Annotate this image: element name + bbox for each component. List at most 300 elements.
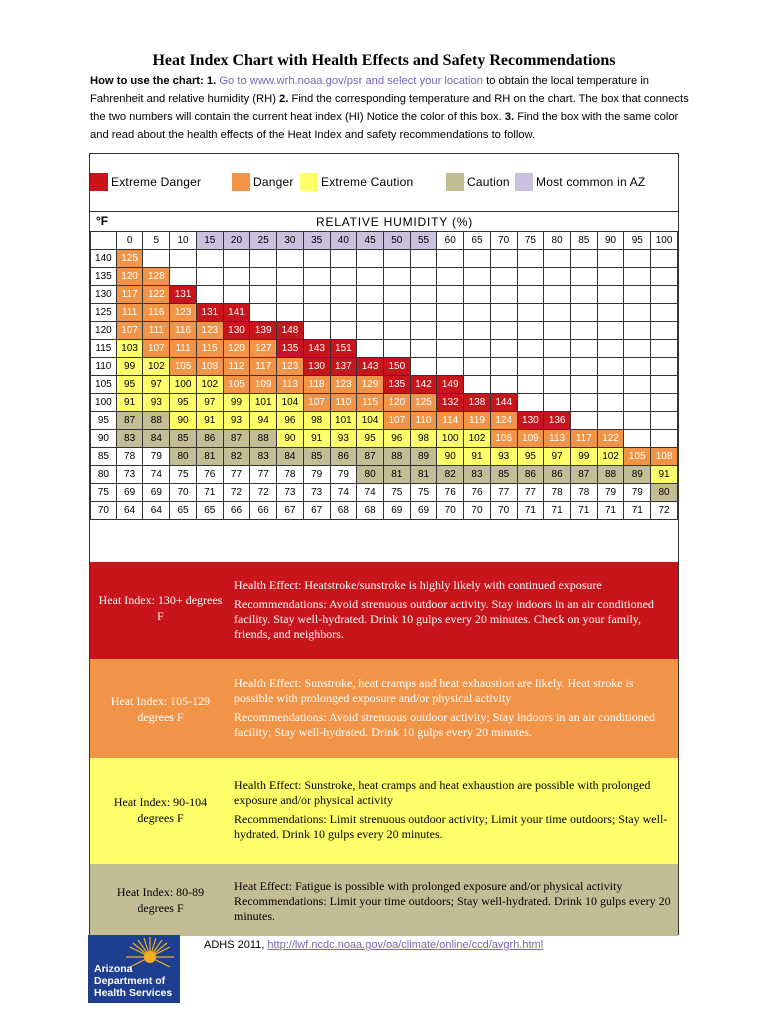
heat-index-cell: 105 — [624, 448, 651, 466]
humidity-header: 85 — [570, 232, 597, 250]
heat-index-cell — [223, 286, 250, 304]
heat-index-cell — [357, 322, 384, 340]
noaa-location-link[interactable]: Go to www.wrh.noaa.gov/psr and select your location — [219, 75, 483, 87]
heat-index-cell — [464, 286, 491, 304]
heat-index-cell — [544, 340, 571, 358]
how-to-lead: How to use the chart: — [90, 75, 204, 87]
heat-index-cell — [383, 286, 410, 304]
heat-index-table — [90, 231, 678, 520]
heat-index-cell — [544, 250, 571, 268]
heat-index-cell — [437, 268, 464, 286]
heat-index-cell: 95 — [517, 448, 544, 466]
heat-index-cell: 102 — [196, 376, 223, 394]
legend-label: Extreme Caution — [321, 175, 414, 189]
heat-index-cell — [196, 268, 223, 286]
heat-index-cell: 81 — [383, 466, 410, 484]
heat-index-cell: 122 — [597, 430, 624, 448]
heat-index-cell: 102 — [143, 358, 170, 376]
heat-index-cell: 76 — [196, 466, 223, 484]
heat-index-cell: 87 — [223, 430, 250, 448]
heat-index-cell — [357, 268, 384, 286]
heat-index-cell: 116 — [170, 322, 197, 340]
heat-index-cell: 120 — [383, 394, 410, 412]
page-title: Heat Index Chart with Health Effects and Safety Recommendations — [152, 52, 616, 69]
heat-index-cell: 111 — [116, 304, 143, 322]
table-row — [91, 466, 678, 484]
heat-index-cell: 77 — [517, 484, 544, 502]
humidity-header: 55 — [410, 232, 437, 250]
heat-index-cell — [517, 358, 544, 376]
heat-index-cell: 136 — [544, 412, 571, 430]
heat-index-cell: 87 — [570, 466, 597, 484]
table-row — [91, 286, 678, 304]
heat-index-cell: 129 — [357, 376, 384, 394]
heat-index-cell: 100 — [437, 430, 464, 448]
heat-index-cell — [624, 358, 651, 376]
heat-index-cell — [517, 394, 544, 412]
heat-index-cell: 90 — [437, 448, 464, 466]
heat-index-cell: 113 — [277, 376, 304, 394]
band-label: Heat Index: 80-89 degrees F — [116, 885, 205, 915]
heat-index-cell — [544, 394, 571, 412]
heat-index-cell — [570, 322, 597, 340]
heat-index-cell — [624, 412, 651, 430]
heat-index-cell: 82 — [437, 466, 464, 484]
temperature-unit: °F — [96, 214, 109, 228]
heat-index-cell — [624, 268, 651, 286]
heat-index-cell — [250, 268, 277, 286]
heat-index-cell: 89 — [410, 448, 437, 466]
temperature-label: 85 — [91, 448, 117, 466]
heat-index-cell — [303, 250, 330, 268]
heat-index-cell — [570, 358, 597, 376]
heat-index-cell — [624, 322, 651, 340]
heat-index-cell: 109 — [517, 430, 544, 448]
heat-index-cell: 85 — [170, 430, 197, 448]
table-row — [91, 358, 678, 376]
step2-text: Find the corresponding temperature and RH on the chart. The box that connects the two numbers will contain the current heat index (HI) Notice the color of this box. — [90, 93, 689, 123]
temperature-label: 110 — [91, 358, 117, 376]
heat-index-cell: 117 — [116, 286, 143, 304]
heat-index-cell: 130 — [223, 322, 250, 340]
heat-index-cell: 139 — [250, 322, 277, 340]
source-link[interactable]: http://lwf.ncdc.noaa.gov/oa/climate/online/ccd/avgrh.html — [267, 939, 544, 951]
heat-index-cell — [170, 268, 197, 286]
heat-index-cell: 79 — [597, 484, 624, 502]
heat-index-cell: 76 — [464, 484, 491, 502]
heat-index-cell: 79 — [330, 466, 357, 484]
heat-index-cell — [464, 340, 491, 358]
heat-index-cell — [624, 394, 651, 412]
heat-index-cell: 71 — [570, 502, 597, 520]
heat-index-cell — [624, 304, 651, 322]
logo-text — [94, 963, 172, 999]
heat-index-cell: 85 — [303, 448, 330, 466]
heat-index-cell: 107 — [143, 340, 170, 358]
heat-index-cell — [651, 268, 678, 286]
heat-index-cell — [624, 376, 651, 394]
heat-index-cell: 72 — [250, 484, 277, 502]
heat-index-cell: 91 — [196, 412, 223, 430]
heat-index-cell — [651, 430, 678, 448]
heat-index-cell: 98 — [303, 412, 330, 430]
table-row — [91, 430, 678, 448]
step1-rest: to obtain the local temperature in Fahrenheit and relative humidity (RH) — [90, 75, 650, 105]
heat-index-cell — [357, 250, 384, 268]
legend-caution — [446, 172, 510, 192]
legend-label: Caution — [467, 175, 510, 189]
heat-index-cell: 70 — [490, 502, 517, 520]
heat-index-cell — [410, 286, 437, 304]
heat-index-cell: 141 — [223, 304, 250, 322]
heat-index-cell — [651, 304, 678, 322]
heat-index-cell: 142 — [410, 376, 437, 394]
step2-number: 2. — [279, 93, 289, 105]
heat-index-cell — [330, 268, 357, 286]
heat-index-cell: 97 — [544, 448, 571, 466]
heat-index-cell: 144 — [490, 394, 517, 412]
source-prefix: ADHS 2011, — [204, 939, 268, 951]
heat-index-cell: 108 — [651, 448, 678, 466]
source-citation — [204, 939, 543, 951]
heat-index-cell — [490, 340, 517, 358]
heat-index-cell: 91 — [303, 430, 330, 448]
humidity-header: 10 — [170, 232, 197, 250]
heat-index-cell: 71 — [544, 502, 571, 520]
heat-index-cell: 72 — [651, 502, 678, 520]
table-row — [91, 448, 678, 466]
heat-index-cell — [357, 286, 384, 304]
heat-index-cell — [597, 376, 624, 394]
heat-index-cell — [624, 286, 651, 304]
heat-index-cell: 106 — [490, 430, 517, 448]
heat-index-cell: 120 — [223, 340, 250, 358]
heat-index-cell: 78 — [277, 466, 304, 484]
heat-index-cell: 111 — [143, 322, 170, 340]
legend-swatch — [300, 173, 318, 191]
heat-index-cell: 105 — [170, 358, 197, 376]
step1-number: 1. — [206, 75, 217, 87]
heat-index-cell: 107 — [383, 412, 410, 430]
heat-index-cell — [383, 250, 410, 268]
heat-index-cell: 148 — [277, 322, 304, 340]
heat-index-cell — [357, 304, 384, 322]
chart-header-row — [90, 211, 678, 232]
heat-index-cell — [196, 286, 223, 304]
heat-index-cell: 112 — [223, 358, 250, 376]
health-effect: Health Effect: Heatstroke/sunstroke is highly likely with continued exposure — [234, 578, 602, 592]
heat-index-cell: 97 — [196, 394, 223, 412]
heat-index-cell: 130 — [303, 358, 330, 376]
heat-index-cell: 125 — [410, 394, 437, 412]
heat-index-cell: 151 — [330, 340, 357, 358]
heat-index-cell — [517, 304, 544, 322]
heat-index-cell: 75 — [410, 484, 437, 502]
heat-index-cell — [570, 340, 597, 358]
heat-index-cell: 99 — [223, 394, 250, 412]
heat-index-cell — [170, 250, 197, 268]
legend-swatch — [232, 173, 250, 191]
legend-extreme-danger — [90, 172, 201, 192]
heat-index-cell: 93 — [490, 448, 517, 466]
humidity-header: 5 — [143, 232, 170, 250]
temperature-label: 90 — [91, 430, 117, 448]
table-row — [91, 250, 678, 268]
heat-index-cell — [597, 268, 624, 286]
heat-index-cell: 80 — [357, 466, 384, 484]
humidity-header: 60 — [437, 232, 464, 250]
humidity-header: 80 — [544, 232, 571, 250]
heat-index-cell: 64 — [143, 502, 170, 520]
table-row — [91, 322, 678, 340]
heat-index-cell: 83 — [116, 430, 143, 448]
heat-index-cell: 77 — [490, 484, 517, 502]
table-row — [91, 484, 678, 502]
heat-index-cell: 91 — [651, 466, 678, 484]
heat-index-cell: 108 — [196, 358, 223, 376]
humidity-header: 70 — [490, 232, 517, 250]
legend-swatch — [515, 173, 533, 191]
band-text — [234, 578, 674, 646]
legend-label: Extreme Danger — [111, 175, 202, 189]
heat-index-cell — [597, 358, 624, 376]
heat-index-chart — [89, 153, 679, 935]
heat-index-cell: 103 — [116, 340, 143, 358]
heat-index-cell: 120 — [116, 268, 143, 286]
legend-label: Most common in AZ — [536, 175, 646, 189]
table-row — [91, 340, 678, 358]
heat-index-cell — [277, 250, 304, 268]
heat-index-cell: 77 — [250, 466, 277, 484]
heat-index-cell: 76 — [437, 484, 464, 502]
legend-extreme-caution — [300, 172, 413, 192]
heat-index-cell: 90 — [277, 430, 304, 448]
band-text — [234, 778, 674, 846]
humidity-header: 30 — [277, 232, 304, 250]
heat-index-cell: 118 — [303, 376, 330, 394]
heat-index-cell: 96 — [383, 430, 410, 448]
heat-index-cell — [490, 322, 517, 340]
heat-index-cell — [437, 304, 464, 322]
heat-index-cell: 74 — [143, 466, 170, 484]
color-legend — [90, 172, 678, 196]
heat-index-cell: 111 — [170, 340, 197, 358]
heat-index-cell: 66 — [223, 502, 250, 520]
heat-index-cell: 78 — [544, 484, 571, 502]
heat-index-cell: 101 — [250, 394, 277, 412]
heat-index-cell: 71 — [517, 502, 544, 520]
heat-index-cell — [464, 358, 491, 376]
logo-line: Department of — [94, 975, 166, 987]
table-row — [91, 502, 678, 520]
temperature-label: 100 — [91, 394, 117, 412]
heat-index-cell: 71 — [624, 502, 651, 520]
heat-index-cell: 89 — [624, 466, 651, 484]
heat-index-cell: 88 — [250, 430, 277, 448]
heat-index-cell: 68 — [357, 502, 384, 520]
heat-index-cell: 98 — [410, 430, 437, 448]
heat-index-cell — [437, 286, 464, 304]
heat-index-cell: 66 — [250, 502, 277, 520]
logo-line: Health Services — [94, 987, 173, 999]
heat-index-cell — [490, 376, 517, 394]
legend-swatch — [446, 173, 464, 191]
heat-index-cell: 86 — [330, 448, 357, 466]
heat-index-cell — [330, 322, 357, 340]
heat-index-cell: 115 — [357, 394, 384, 412]
heat-index-cell — [651, 286, 678, 304]
heat-index-cell — [464, 376, 491, 394]
heat-index-cell — [437, 322, 464, 340]
heat-index-cell: 90 — [170, 412, 197, 430]
logo-line: Arizona — [94, 963, 133, 975]
heat-index-cell: 116 — [143, 304, 170, 322]
recommendation: Recommendations: Avoid strenuous outdoor activity; Stay indoors in an air conditioned facility; Stay well-hydrated. Drink 10 gulps every 20 minutes. — [234, 710, 656, 739]
heat-index-cell: 137 — [330, 358, 357, 376]
heat-index-cell — [544, 376, 571, 394]
heat-index-cell: 67 — [303, 502, 330, 520]
heat-index-cell: 94 — [250, 412, 277, 430]
temperature-label: 70 — [91, 502, 117, 520]
heat-index-cell: 64 — [116, 502, 143, 520]
heat-index-cell: 68 — [330, 502, 357, 520]
heat-index-cell: 107 — [116, 322, 143, 340]
band-label: Heat Index: 105-129 degrees F — [110, 694, 211, 724]
band-caution — [90, 864, 678, 936]
adhs-logo — [88, 935, 180, 1003]
heat-index-cell: 115 — [196, 340, 223, 358]
heat-index-cell: 83 — [464, 466, 491, 484]
heat-index-cell: 82 — [223, 448, 250, 466]
step3-text: Find the box with the same color and read about the health effects of the Heat Index and safety recommendations to follow. — [90, 111, 679, 141]
heat-index-cell — [330, 304, 357, 322]
heat-index-cell — [651, 322, 678, 340]
heat-index-cell: 93 — [223, 412, 250, 430]
table-row — [91, 394, 678, 412]
health-effect: Health Effect: Sunstroke, heat cramps and heat exhaustion are likely. Heat stroke is possible with prolonged exposure and/or physical activity — [234, 676, 634, 705]
heat-index-cell — [464, 304, 491, 322]
heat-index-cell: 95 — [357, 430, 384, 448]
heat-index-cell — [517, 376, 544, 394]
heat-index-cell — [570, 304, 597, 322]
heat-index-cell: 70 — [437, 502, 464, 520]
heat-index-cell: 127 — [250, 340, 277, 358]
table-row — [91, 268, 678, 286]
temperature-label: 105 — [91, 376, 117, 394]
heat-index-cell — [570, 376, 597, 394]
heat-index-cell: 99 — [116, 358, 143, 376]
heat-index-cell: 84 — [143, 430, 170, 448]
heat-index-cell: 96 — [277, 412, 304, 430]
heat-index-cell — [410, 340, 437, 358]
relative-humidity-title: RELATIVE HUMIDITY (%) — [316, 215, 474, 229]
humidity-header: 40 — [330, 232, 357, 250]
heat-index-cell: 131 — [196, 304, 223, 322]
heat-index-cell — [517, 340, 544, 358]
heat-index-cell: 123 — [196, 322, 223, 340]
heat-index-cell — [490, 250, 517, 268]
heat-index-cell: 80 — [170, 448, 197, 466]
heat-index-cell: 143 — [303, 340, 330, 358]
heat-index-cell: 73 — [303, 484, 330, 502]
heat-index-cell: 75 — [170, 466, 197, 484]
heat-index-cell: 87 — [116, 412, 143, 430]
heat-index-cell: 95 — [170, 394, 197, 412]
heat-index-cell: 104 — [357, 412, 384, 430]
heat-index-cell: 124 — [490, 412, 517, 430]
heat-index-cell — [277, 286, 304, 304]
heat-index-cell: 69 — [410, 502, 437, 520]
heat-index-cell: 105 — [223, 376, 250, 394]
heat-index-cell — [651, 250, 678, 268]
heat-index-cell: 149 — [437, 376, 464, 394]
recommendation: Recommendations: Limit your time outdoors; Stay well-hydrated. Drink 10 gulps every 20 minutes. — [234, 894, 671, 923]
temperature-label: 135 — [91, 268, 117, 286]
heat-index-cell: 88 — [143, 412, 170, 430]
table-row — [91, 376, 678, 394]
heat-index-cell — [410, 268, 437, 286]
heat-index-cell: 84 — [277, 448, 304, 466]
heat-index-cell — [544, 358, 571, 376]
temperature-label: 125 — [91, 304, 117, 322]
heat-index-cell: 100 — [170, 376, 197, 394]
temperature-label: 80 — [91, 466, 117, 484]
heat-index-cell: 132 — [437, 394, 464, 412]
heat-index-cell — [570, 286, 597, 304]
heat-index-cell — [303, 322, 330, 340]
humidity-header-row — [91, 232, 678, 250]
heat-index-cell — [597, 412, 624, 430]
heat-index-cell: 95 — [116, 376, 143, 394]
heat-index-cell: 69 — [143, 484, 170, 502]
heat-index-cell — [143, 250, 170, 268]
heat-index-cell: 97 — [143, 376, 170, 394]
heat-index-cell: 88 — [597, 466, 624, 484]
humidity-header: 95 — [624, 232, 651, 250]
heat-index-cell: 65 — [170, 502, 197, 520]
heat-index-cell — [464, 268, 491, 286]
legend-swatch — [90, 173, 108, 191]
heat-index-cell — [544, 286, 571, 304]
heat-index-cell: 70 — [464, 502, 491, 520]
heat-index-cell: 78 — [116, 448, 143, 466]
recommendation: Recommendations: Limit strenuous outdoor activity; Limit your time outdoors; Stay well-hydrated. Drink 10 gulps every 20 minutes. — [234, 812, 668, 841]
heat-index-cell: 123 — [170, 304, 197, 322]
heat-index-cell: 73 — [277, 484, 304, 502]
temperature-label: 120 — [91, 322, 117, 340]
table-row — [91, 304, 678, 322]
heat-index-cell: 71 — [196, 484, 223, 502]
humidity-header: 20 — [223, 232, 250, 250]
heat-index-cell — [624, 250, 651, 268]
heat-index-cell: 107 — [303, 394, 330, 412]
heat-index-cell — [250, 286, 277, 304]
legend-danger — [232, 172, 294, 192]
heat-index-cell — [410, 304, 437, 322]
heat-index-cell — [410, 358, 437, 376]
legend-label: Danger — [253, 175, 294, 189]
heat-index-cell: 74 — [330, 484, 357, 502]
humidity-header: 35 — [303, 232, 330, 250]
band-label: Heat Index: 130+ degrees F — [98, 593, 223, 623]
heat-index-cell — [383, 340, 410, 358]
heat-index-cell: 123 — [277, 358, 304, 376]
heat-index-cell: 87 — [357, 448, 384, 466]
heat-index-cell — [303, 304, 330, 322]
heat-index-cell — [277, 304, 304, 322]
heat-index-cell — [651, 394, 678, 412]
heat-index-cell — [330, 286, 357, 304]
